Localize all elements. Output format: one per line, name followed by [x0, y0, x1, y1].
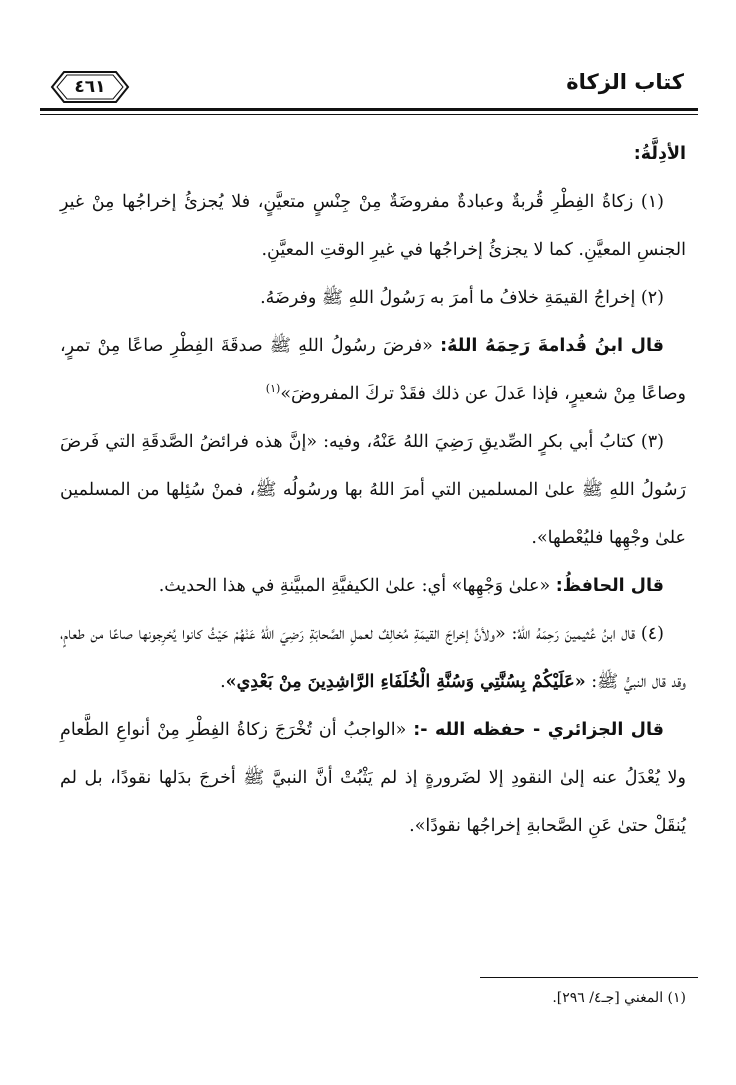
page-number-badge	[50, 70, 130, 104]
hafiz-comment	[60, 562, 686, 610]
page-number: ٤٦١	[74, 77, 106, 97]
hafiz-label: قال الحافظُ:	[555, 576, 664, 596]
evidence-item-3: (٣) كتابُ أبي بكرٍ الصِّديقِ رَضِيَ اللهُ عَنْهُ، وفيه: «إنَّ هذه فرائضُ الصَّدقَةِ التي فَرضَ رَسُولُ اللهِ ﷺ علىٰ المسلمين التي أمرَ اللهُ بها ورسُولُه ﷺ، فمنْ سُئِلها من المسلمين علىٰ وجْهِها فليُعْطها».	[60, 432, 686, 548]
evidence-item-4	[60, 610, 686, 706]
quote-label: قال ابنُ قُدامةَ رَحِمَهُ اللهُ:	[440, 336, 664, 356]
jazairi-text: «الواجبُ أن تُخْرَجَ زكاةُ الفِطْرِ مِنْ أنواعِ الطَّعامِ ولا يُعْدَلُ عنه إلىٰ النقودِ إلا لضَرورةٍ إذ لم يَثْبُتْ أنَّ النبيَّ ﷺ أخرجَ بدَلها نقودًا، بل لم يُنقَلْ حتىٰ عَنِ الصَّحابةِ إخراجُها نقودًا».	[60, 720, 686, 836]
running-header-title: كتاب الزكاة	[566, 70, 684, 94]
evidence-item-1: (١) زكاةُ الفِطْرِ قُربةٌ وعبادةٌ مفروضَةٌ مِنْ جِنْسٍ متعيَّنٍ، فلا يُجزئُ إخراجُها مِنْ غيرِ الجنسِ المعيَّنِ. كما لا يجزئُ إخراجُها في غيرِ الوقتِ المعيَّنِ.	[60, 192, 686, 260]
uthaymin-text: (٤) قال ابنُ عُثيمينَ رَحِمَهُ اللهُ: «ولأنَّ إخراجَ القيمَةِ مُخالِفٌ لعملِ الصَّحابَةِ رَضِيَ اللهُ عَنْهُمْ حَيْثُ كانوا يُخرِجونها صاعًا من طعامٍ، وقد قال النبيُّ ﷺ:	[60, 624, 686, 692]
hafiz-text: «علىٰ وَجْهِها» أي: علىٰ الكيفيَّةِ المبيَّنةِ في هذا الحديث.	[158, 576, 551, 596]
quote-text: «فرضَ رسُولُ اللهِ ﷺ صدقَةَ الفِطْرِ صاعًا مِنْ تمرٍ، وصاعًا مِنْ شعيرٍ، فإذا عَدلَ عن ذلك فقَدْ تركَ المفروضَ»	[60, 336, 686, 404]
main-text	[60, 130, 686, 850]
footnote: (١) المغني [جـ٤/ ٢٩٦].	[552, 990, 686, 1006]
evidence-item-2: (٢) إخراجُ القيمَةِ خلافُ ما أمرَ به رَسُولُ اللهِ ﷺ وفرضَهُ.	[260, 288, 664, 308]
item-4-end: .	[220, 672, 226, 692]
header-rule-thin	[40, 114, 698, 115]
footnote-rule	[480, 977, 698, 978]
footnote-ref: (١)	[265, 382, 281, 396]
section-heading: الأدِلَّةُ:	[633, 144, 686, 164]
jazairi-label: قال الجزائري - حفظه الله -:	[413, 720, 664, 740]
ibn-qudamah-quote	[60, 322, 686, 418]
hadith-text: «عَلَيْكُمْ بِسُنَّتِي وَسُنَّةِ الْخُلَفَاءِ الرَّاشِدِينَ مِنْ بَعْدِي»	[225, 672, 586, 692]
header-rule-thick	[40, 108, 698, 111]
jazairi-quote	[60, 706, 686, 850]
